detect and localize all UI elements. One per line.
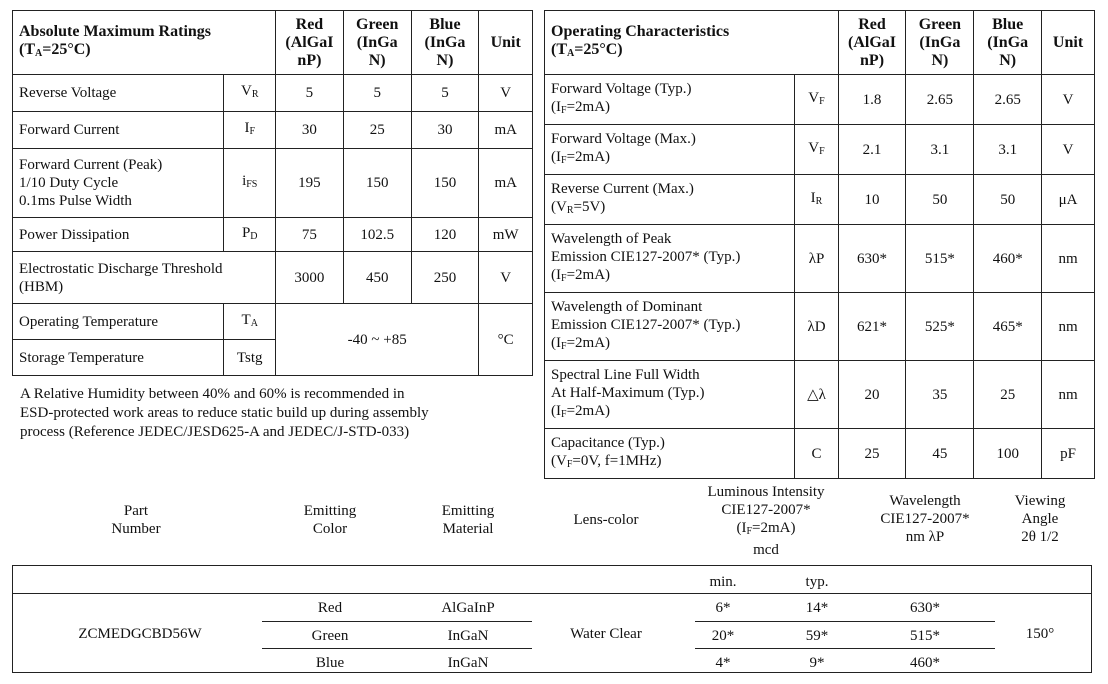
abs-col-blue: Blue (InGa N) bbox=[411, 11, 479, 75]
humidity-note: A Relative Humidity between 40% and 60% is recommended in ESD-protected work areas to reduce static build up during assembly process (Reference JEDEC/JESD625-A and JEDEC/J-STD-033) bbox=[20, 386, 429, 440]
abs-col-unit: Unit bbox=[479, 11, 533, 75]
hdr-viewing-angle: Viewing Angle 2θ 1/2 bbox=[1014, 493, 1066, 545]
table-row: Operating Temperature $T_A$ -40 ~ +85 °C bbox=[13, 304, 533, 340]
hdr-emitting-color: Emitting Color bbox=[303, 503, 357, 537]
op-title: Operating Characteristics bbox=[551, 22, 730, 40]
table-row: Storage Temperature Tstg bbox=[13, 340, 533, 376]
lens-color: Water Clear bbox=[570, 626, 642, 642]
absolute-max-ratings-table bbox=[12, 10, 533, 376]
table-row: Electrostatic Discharge Threshold (HBM) 3000 450 250 V bbox=[13, 252, 533, 304]
hdr-luminous-intensity: Luminous Intensity CIE127-2007* $(I_F=2mA)$ mcd bbox=[707, 484, 825, 558]
divider bbox=[695, 648, 995, 649]
table-row: Forward Voltage (Max.) $(I_F=2mA)$ $V_F$ 2.1 3.1 3.1 V bbox=[545, 125, 1095, 175]
table-row: Power Dissipation $P_D$ 75 102.5 120 mW bbox=[13, 218, 533, 252]
table-row: Spectral Line Full Width At Half-Maximum (Typ.) $(I_F=2mA)$ △λ 20 35 25 nm bbox=[545, 361, 1095, 429]
operating-characteristics-table bbox=[544, 10, 1095, 479]
hdr-emitting-material: Emitting Material bbox=[441, 503, 495, 537]
table-row: Capacitance (Typ.) ($V_F=0V$, f=1MHz) C 25 45 100 pF bbox=[545, 429, 1095, 479]
abs-title-cell: Absolute Maximum Ratings $(T_A=25^\circ C)$ bbox=[13, 11, 276, 75]
divider bbox=[262, 621, 532, 622]
abs-title: Absolute Maximum Ratings bbox=[19, 22, 212, 40]
divider bbox=[12, 593, 1092, 594]
table-row: Forward Current $I_F$ 30 25 30 mA bbox=[13, 112, 533, 149]
temp-range: -40 ~ +85 bbox=[276, 304, 479, 376]
op-col-blue: Blue (InGa N) bbox=[974, 11, 1042, 75]
table-row: Wavelength of Peak Emission CIE127-2007* (Typ.) $(I_F=2mA)$ λP 630* 515* 460* nm bbox=[545, 225, 1095, 293]
op-title-cell: Operating Characteristics $(T_A=25^\circ C)$ bbox=[545, 11, 839, 75]
table-row: Reverse Voltage $V_R$ 5 5 5 V bbox=[13, 75, 533, 112]
hdr-part-number: Part Number bbox=[111, 503, 161, 537]
divider bbox=[695, 621, 995, 622]
part-number: ZCMEDGCBD56W bbox=[78, 626, 202, 642]
op-col-green: Green (InGa N) bbox=[906, 11, 974, 75]
op-col-unit: Unit bbox=[1042, 11, 1095, 75]
table-row: Wavelength of Dominant Emission CIE127-2007* (Typ.) $(I_F=2mA)$ λD 621* 525* 465* nm bbox=[545, 293, 1095, 361]
table-row: Forward Voltage (Typ.) $(I_F=2mA)$ $V_F$ 1.8 2.65 2.65 V bbox=[545, 75, 1095, 125]
lum-typ-label: typ. bbox=[805, 574, 829, 590]
hdr-wavelength: Wavelength CIE127-2007* nm λP bbox=[880, 493, 970, 545]
abs-col-red: Red (AlGaI nP) bbox=[276, 11, 344, 75]
op-col-red: Red (AlGaI nP) bbox=[838, 11, 906, 75]
abs-col-green: Green (InGa N) bbox=[343, 11, 411, 75]
divider bbox=[262, 648, 532, 649]
viewing-angle: 150° bbox=[1025, 626, 1055, 642]
hdr-lens-color: Lens-color bbox=[573, 512, 639, 528]
lum-min-label: min. bbox=[709, 574, 737, 590]
table-row: Reverse Current (Max.) $(V_R=5V)$ $I_R$ 10 50 50 μA bbox=[545, 175, 1095, 225]
table-row: Forward Current (Peak) 1/10 Duty Cycle 0.1ms Pulse Width $i_{FS}$ 195 150 150 mA bbox=[13, 149, 533, 218]
